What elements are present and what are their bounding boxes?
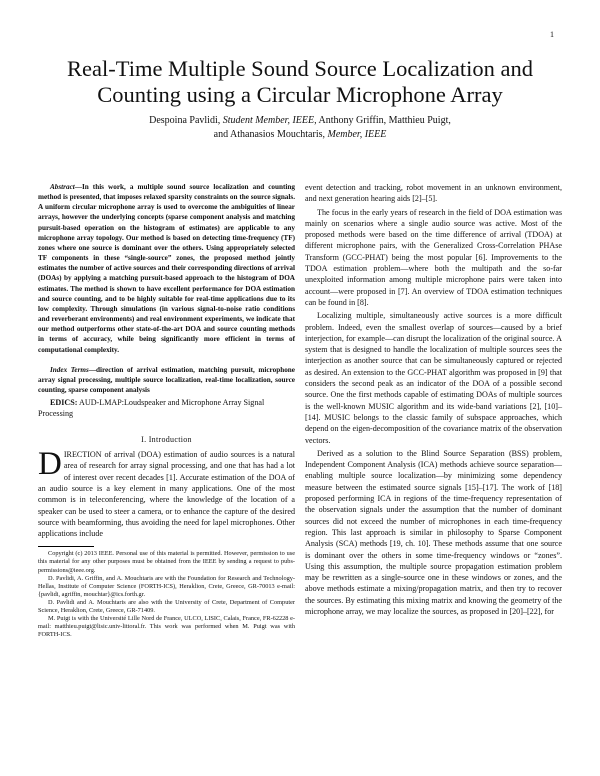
right-column — [305, 182, 562, 617]
index-terms-label: Index Terms — [50, 365, 89, 374]
dropcap-letter: D — [38, 446, 62, 483]
footnote-affiliation-1: D. Pavlidi, A. Griffin, and A. Mouchtaris are with the Foundation for Research and Technology-Hellas, Institute of Computer Science (FORTH-ICS), Heraklion, Crete, Greece, GR-70013 e-mail: {pavlidi, agriffin, mouchtar}@ics.forth.gr. — [38, 574, 295, 598]
left-column — [38, 182, 295, 639]
author-role-2: Member, IEEE — [327, 128, 387, 140]
footnote-rule — [38, 546, 94, 547]
intro-paragraph-1 — [38, 446, 295, 539]
abstract-text: —In this work, a multiple sound source localization and counting method is presented, that imposes relaxed sparsity constraints on the source signals. A uniform circular microphone array is used to overcome the ambiguities of linear arrays, however the underlying concepts (sparse component analysis and matching pursuit-based operation on the histogram of estimates) are applicable to any microphone array topology. Our method is based on detecting time-frequency (TF) zones where one source is dominant over the others. Using appropriately selected TF components in these “single-source” zones, the proposed method jointly estimates the number of active sources and their corresponding directions of arrival (DOAs) by applying a matching pursuit-based approach to the histogram of DOA estimates. The method is shown to have excellent performance for DOA estimation and source counting, and to be highly suitable for real-time applications due to its low complexity. Through simulations (in various signal-to-noise ratio conditions and reverberant environments) and real environment experiments, we indicate that our method outperforms other state-of-the-art DOA and source counting methods in terms of accuracy, while being significantly more efficient in terms of computational complexity. — [38, 183, 295, 354]
body-paragraph: Localizing multiple, simultaneously active sources is a more difficult problem. Indeed, even the smallest overlap of sources—caused by a brief interjection, for example—can disrupt the localization of the original source. A system that is designed to handle the localization of multiple sources sees the interjection as another source that can be simultaneously captured or rejected as desired. An extension to the GCC-PHAT algorithm was proposed in [9] that considers the second peak as an indicator of the DOA of a possible second source. One the first methods capable of estimating DOAs of multiple sources is the well-known MUSIC algorithm and its wide-band variations [2], [10]–[14]. MUSIC belongs to the classic family of subspace approaches, which depend on the eigen-decomposition of the covariance matrix of the observation vectors. — [305, 311, 562, 445]
author-names-2: and Athanasios Mouchtaris, — [213, 128, 328, 140]
intro-paragraph-1-text: IRECTION of arrival (DOA) estimation of audio sources is a natural area of research for array signal processing, and one that has had a lot of interest over recent decades [1]. Accurate estimation of the DOA of an audio source is a key element in many applications. One of the most common is in teleconferencing, where the knowledge of the location of a speaker can be used to steer a camera, or to enhance the capture of the desired source with beamforming, thus avoiding the need for lapel microphones. Other applications include — [38, 450, 295, 539]
abstract — [38, 182, 295, 355]
author-line-1 — [60, 114, 540, 128]
body-paragraph: The focus in the early years of research in the field of DOA estimation was mainly on scenarios where a single audio source was active. Most of the proposed methods were based on the time difference of arrival (TDOA) at different microphone pairs, with the Generalized Cross-Correlation PHAse Transform (GCC-PHAT) being the most popular [6]. Improvements to the TDOA estimation problem—where both the multipath and the so-far unexploited information among multiple microphone pairs were taken into account—were proposed in [7]. An overview of TDOA estimation techniques can be found in [8]. — [305, 207, 562, 307]
section-heading: I. Introduction — [141, 434, 192, 444]
edics — [38, 397, 295, 420]
paper-title: Real-Time Multiple Sound Source Localization and Counting using a Circular Microphone Array — [67, 56, 533, 107]
footnote-copyright: Copyright (c) 2013 IEEE. Personal use of this material is permitted. However, permission to use this material for any other purposes must be obtained from the IEEE by sending a request to pubs-permissions@ieee.org. — [38, 550, 295, 574]
footnote-affiliation-2: D. Pavlidi and A. Mouchtaris are also with the University of Crete, Department of Computer Science, Heraklion, Crete, Greece, GR-71409. — [38, 598, 295, 615]
page-number: 1 — [550, 30, 554, 39]
edics-text: AUD-LMAP:Loudspeaker and Microphone Array Signal Processing — [38, 398, 265, 419]
author-line-2 — [60, 128, 540, 142]
footnote-affiliation-3: M. Puigt is with the Université Lille Nord de France, ULCO, LISIC, Calais, France, FR-62228 e-mail: matthieu.puigt@lisic.univ-littoral.fr. This work was performed when M. Puigt was with FORTH-ICS. — [38, 615, 295, 639]
author-role-1: Student Member, IEEE, — [222, 115, 317, 126]
index-terms-text: —direction of arrival estimation, matching pursuit, microphone array signal processing, multiple source localization, real-time localization, source counting, sparse component analysis — [38, 365, 295, 394]
author-names-1: Despoina Pavlidi, — [149, 115, 223, 126]
author-block — [60, 114, 540, 141]
abstract-label: Abstract — [50, 183, 75, 191]
edics-label: EDICS: — [50, 398, 78, 408]
body-paragraph: event detection and tracking, robot movement in an unknown environment, and next generation hearing aids [2]–[5]. — [305, 183, 562, 204]
author-names-1b: Anthony Griffin, Matthieu Puigt, — [316, 115, 451, 126]
body-paragraph: Derived as a solution to the Blind Source Separation (BSS) problem, Independent Component Analysis (ICA) methods achieve source separation—enabling multiple source localization—by minimizing some dependency measure between the estimated source signals [15]–[17]. The work of [18] proposed performing ICA in regions of the time-frequency representation of the observation signals under the assumption that the number of dominant sources did not exceed the number of microphones in each time-frequency region. This last approach is similar in philosophy to Sparse Component Analysis (SCA) methods [19, ch. 10]. These methods assume that one source is dominant over the others in some time-frequency windows or “zones”. Using this assumption, the multiple source propagation estimation problem may be rewritten as a single-source one in these windows or zones, and the above methods estimate a mixing/propagation matrix, and then try to recover the sources. By estimating this mixing matrix and knowing the geometry of the microphone array, we may localize the sources, as proposed in [20]–[22], for — [305, 448, 562, 616]
index-terms — [38, 365, 295, 395]
